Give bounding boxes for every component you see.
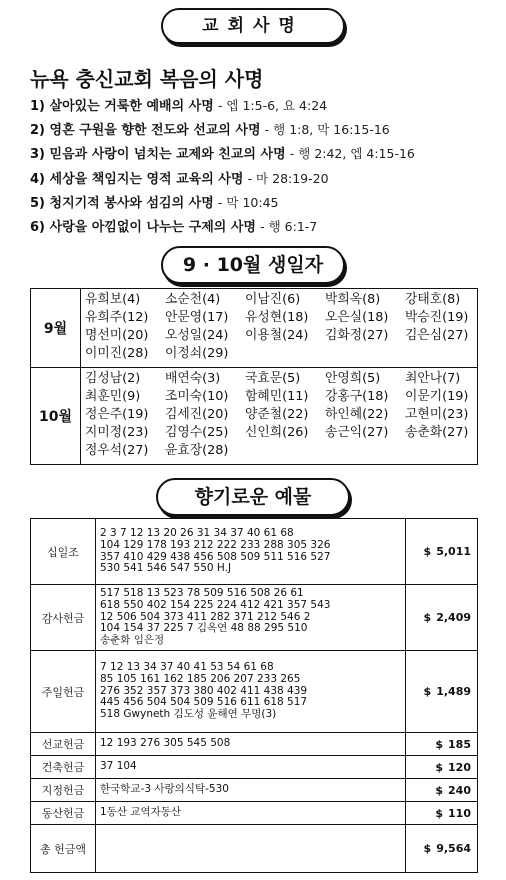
mission-item-ref: - 행 2:42, 엡 4:15-16 xyxy=(289,146,415,162)
birthday-month-label: 9월 xyxy=(31,289,81,368)
birthday-name: 조미숙(10) xyxy=(165,389,229,404)
mission-item-text: 3) 믿음과 사랑이 넘치는 교제와 친교의 사명 xyxy=(30,147,286,163)
offering-row xyxy=(31,733,478,756)
birthday-name: 명선미(20) xyxy=(85,328,149,343)
mission-item xyxy=(30,142,415,166)
offering-donors xyxy=(96,756,406,779)
amount-value: 1,489 xyxy=(436,685,471,698)
birthday-name: 박승진(19) xyxy=(405,310,469,325)
birthday-name: 김은심(27) xyxy=(405,328,469,343)
mission-item-text: 4) 세상을 책임지는 영적 교육의 사명 xyxy=(30,171,244,187)
offering-label: 지정헌금 xyxy=(31,779,96,802)
birthday-name: 강태호(8) xyxy=(405,292,461,307)
birthday-name: 김영수(25) xyxy=(165,425,229,440)
offering-donor-line: 한국학교-3 사랑의식탁-530 xyxy=(100,783,229,796)
currency-symbol: $ xyxy=(435,806,444,820)
mission-item xyxy=(30,94,415,118)
offering-donors xyxy=(96,825,406,873)
mission-list xyxy=(30,94,415,239)
birthday-name: 정은주(19) xyxy=(85,407,149,422)
offering-donor-line: 12 193 276 305 545 508 xyxy=(100,737,231,750)
mission-item xyxy=(30,191,415,215)
offering-amount xyxy=(406,825,478,873)
offering-donor-line: 357 410 429 438 456 508 509 511 516 527 xyxy=(100,550,331,563)
birthday-name: 국효문(5) xyxy=(245,371,301,386)
offering-amount xyxy=(406,651,478,733)
birthday-name: 오성일(24) xyxy=(165,328,229,343)
birthday-name: 송춘화(27) xyxy=(405,425,469,440)
offering-table xyxy=(30,518,478,873)
birthday-name: 윤효장(28) xyxy=(165,443,229,458)
offering-row xyxy=(31,585,478,651)
mission-item-ref: - 행 1:8, 막 16:15-16 xyxy=(264,122,390,138)
mission-title: 뉴욕 충신교회 복음의 사명 xyxy=(30,67,264,91)
offering-donor-line: 517 518 13 523 78 509 516 508 26 61 xyxy=(100,587,304,599)
birthday-name: 이미진(28) xyxy=(85,346,149,361)
offering-row xyxy=(31,756,478,779)
offering-donor-line: 445 456 504 504 509 516 611 618 517 xyxy=(100,696,308,709)
birthday-name: 오은실(18) xyxy=(325,310,389,325)
mission-item-text: 6) 사랑을 아낌없이 나누는 구제의 사명 xyxy=(30,219,256,235)
mission-item-ref: - 엡 1:5-6, 요 4:24 xyxy=(217,98,328,113)
offering-label: 총 헌금액 xyxy=(31,825,96,873)
offering-donor-line: 2 3 7 12 13 20 26 31 34 37 40 61 68 xyxy=(100,526,294,539)
offering-donors xyxy=(96,733,406,756)
offering-donors xyxy=(96,779,406,802)
amount-value: 2,409 xyxy=(436,611,471,624)
offering-row xyxy=(31,779,478,802)
offering-donor-line: 송춘화 임은정 xyxy=(100,634,165,647)
offering-donor-line: 518 Gwyneth 김도성 윤해연 무명(3) xyxy=(100,708,277,721)
birthday-name: 박희옥(8) xyxy=(325,292,381,307)
birthday-name: 소순천(4) xyxy=(165,292,221,307)
mission-item-ref: - 막 10:45 xyxy=(217,194,279,210)
offering-amount xyxy=(406,802,478,825)
birthday-month-label: 10월 xyxy=(31,368,81,465)
offering-label: 주일헌금 xyxy=(31,651,96,733)
currency-symbol: $ xyxy=(423,685,432,698)
mission-item-ref: - 마 28:19-20 xyxy=(247,170,329,186)
offering-label: 선교헌금 xyxy=(31,733,96,756)
birthday-name: 유희보(4) xyxy=(85,292,141,307)
birthday-name: 유희주(12) xyxy=(85,310,149,325)
offering-label: 감사헌금 xyxy=(31,585,96,651)
birthday-name: 송근익(27) xyxy=(325,425,389,440)
offering-donor-line: 104 154 37 225 7 김옥연 48 88 295 510 xyxy=(100,622,308,635)
birthday-name: 이문기(19) xyxy=(405,389,469,404)
mission-item-text: 2) 영혼 구원을 향한 전도와 선교의 사명 xyxy=(30,123,261,139)
offering-amount xyxy=(406,585,478,651)
amount-value: 110 xyxy=(448,806,471,820)
offering-row xyxy=(31,519,478,585)
birthday-name: 안문영(17) xyxy=(165,310,229,325)
mission-item-ref: - 행 6:1-7 xyxy=(260,218,318,234)
offering-header: 향기로운 예물 xyxy=(156,478,350,516)
offering-donor-line: 104 129 178 193 212 222 233 288 305 326 xyxy=(100,538,331,551)
currency-symbol: $ xyxy=(423,842,432,855)
amount-value: 240 xyxy=(448,783,471,797)
offering-donor-line: 7 12 13 34 37 40 41 53 54 61 68 xyxy=(100,661,274,673)
offering-label: 동산헌금 xyxy=(31,802,96,825)
amount-value: 9,564 xyxy=(436,842,471,855)
birthday-name: 정우석(27) xyxy=(85,443,149,458)
mission-item xyxy=(30,167,415,191)
birthday-name: 김화정(27) xyxy=(325,328,389,343)
offering-label: 건축헌금 xyxy=(31,756,96,779)
birthday-name: 강홍구(18) xyxy=(325,389,389,404)
mission-header: 교회사명 xyxy=(161,8,345,44)
birthday-header: 9 · 10월 생일자 xyxy=(161,246,345,284)
offering-amount xyxy=(406,756,478,779)
mission-item-text: 5) 청지기적 봉사와 섬김의 사명 xyxy=(30,195,214,211)
offering-amount xyxy=(406,733,478,756)
birthday-name: 신인희(26) xyxy=(245,425,309,440)
amount-value: 120 xyxy=(448,760,471,774)
birthday-name: 하인혜(22) xyxy=(325,407,389,422)
birthday-name: 최안나(7) xyxy=(405,371,461,386)
birthday-name: 이남진(6) xyxy=(245,292,301,307)
offering-donor-line: 276 352 357 373 380 402 411 438 439 xyxy=(100,684,308,697)
birthday-name: 김세진(20) xyxy=(165,407,229,422)
birthday-name: 함혜민(11) xyxy=(245,389,309,404)
amount-value: 5,011 xyxy=(436,545,471,558)
offering-amount xyxy=(406,519,478,585)
amount-value: 185 xyxy=(448,737,471,751)
currency-symbol: $ xyxy=(423,611,432,624)
offering-row xyxy=(31,825,478,873)
offering-donor-line: 37 104 xyxy=(100,760,137,773)
offering-row xyxy=(31,651,478,733)
currency-symbol: $ xyxy=(435,737,444,751)
birthday-month-row xyxy=(31,368,478,465)
birthday-month-row xyxy=(31,289,478,368)
mission-item-text: 1) 살아있는 거룩한 예배의 사명 xyxy=(30,99,214,114)
offering-donors xyxy=(96,519,406,585)
birthday-name: 양준철(22) xyxy=(245,407,309,422)
birthday-name: 이정쇠(29) xyxy=(165,346,229,361)
offering-donors xyxy=(96,802,406,825)
birthday-name: 안영희(5) xyxy=(325,371,381,386)
birthday-name: 고현미(23) xyxy=(405,407,469,422)
mission-item xyxy=(30,118,415,142)
mission-item xyxy=(30,215,415,239)
offering-donor-line: 1동산 교역자동산 xyxy=(100,806,182,819)
birthday-name: 이용철(24) xyxy=(245,328,309,343)
offering-donor-line: 618 550 402 154 225 224 412 421 357 543 xyxy=(100,598,331,611)
offering-donors xyxy=(96,651,406,733)
offering-donor-line: 530 541 546 547 550 H.J xyxy=(100,562,232,575)
offering-donor-line: 12 506 504 373 411 282 371 212 546 2 xyxy=(100,610,311,623)
currency-symbol: $ xyxy=(423,545,432,558)
currency-symbol: $ xyxy=(435,760,444,774)
birthday-name: 김성남(2) xyxy=(85,371,141,386)
birthday-table xyxy=(30,288,478,465)
offering-donor-line: 85 105 161 162 185 206 207 233 265 xyxy=(100,672,301,685)
birthday-name: 지미정(23) xyxy=(85,425,149,440)
birthday-name: 최훈민(9) xyxy=(85,389,141,404)
offering-label: 십일조 xyxy=(31,519,96,585)
birthday-name: 유성현(18) xyxy=(245,310,309,325)
offering-donors xyxy=(96,585,406,651)
birthday-name: 배연숙(3) xyxy=(165,371,221,386)
offering-row xyxy=(31,802,478,825)
offering-amount xyxy=(406,779,478,802)
currency-symbol: $ xyxy=(435,783,444,797)
